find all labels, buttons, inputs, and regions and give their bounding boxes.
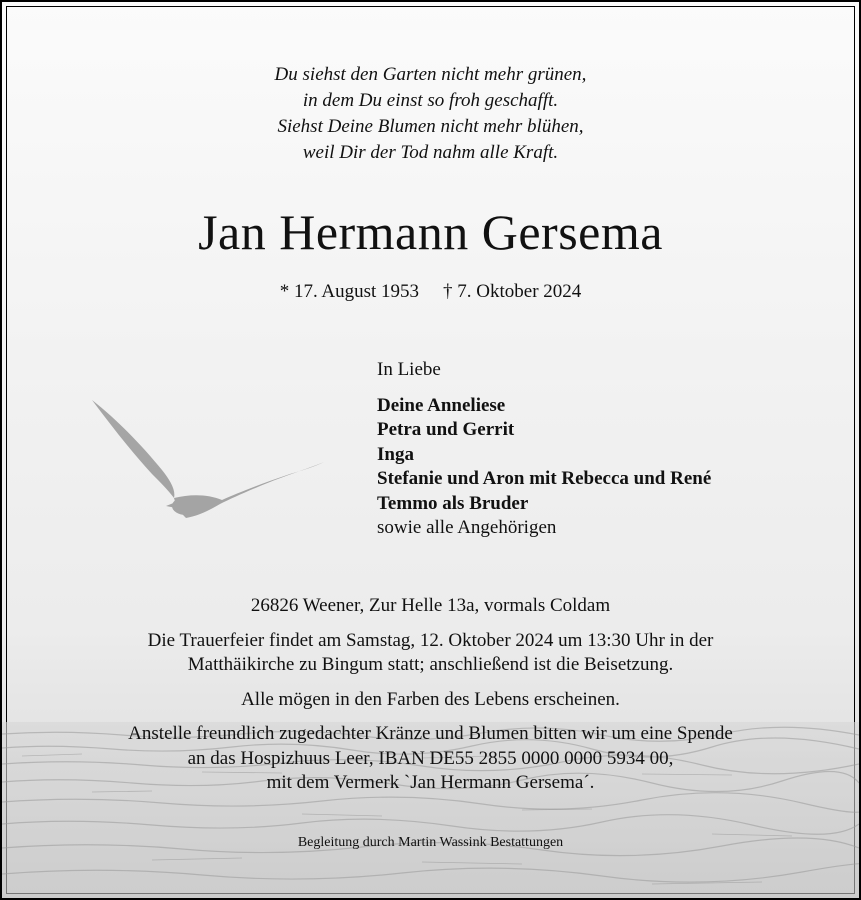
mourner-name: Inga [377,443,414,465]
mourner-name: Stefanie und Aron mit Rebecca und René [377,468,712,489]
death-date: † 7. Oktober 2024 [443,281,582,302]
donation-info [2,722,859,796]
mourners-others: sowie alle Angehörigen [377,517,557,538]
memorial-poem [2,62,859,166]
funeral-line: Matthäikirche zu Bingum statt; anschließend ist die Beisetzung. [187,654,674,675]
seagull-icon [90,394,330,534]
dress-note: Alle mögen in den Farben des Lebens erscheinen. [241,688,620,710]
poem-line: weil Dir der Tod nahm alle Kraft. [302,142,559,163]
poem-line: in dem Du einst so froh geschafft. [302,90,559,111]
donation-line: mit dem Vermerk `Jan Hermann Gersema´. [266,772,595,793]
undertaker-credit: Begleitung durch Martin Wassink Bestattungen [297,835,564,850]
mourner-name: Deine Anneliese [377,394,506,416]
poem-line: Du siehst den Garten nicht mehr grünen, [274,64,587,85]
funeral-line: Die Trauerfeier findet am Samstag, 12. Oktober 2024 um 13:30 Uhr in der [147,629,714,651]
mourners-intro: In Liebe [377,359,441,380]
birth-date: * 17. August 1953 [279,281,420,302]
poem-line: Siehst Deine Blumen nicht mehr blühen, [277,116,584,137]
mourners-list [377,358,711,541]
mourner-name: Temmo als Bruder [377,492,529,514]
mourner-name: Petra und Gerrit [377,419,515,440]
funeral-info [2,629,859,678]
address: 26826 Weener, Zur Helle 13a, vormals Coldam [250,595,611,616]
life-dates [2,280,859,304]
donation-line: Anstelle freundlich zugedachter Kränze und Blumen bitten wir um eine Spende [128,723,733,744]
donation-line: an das Hospizhuus Leer, IBAN DE55 2855 0000 0000 5934 00, [187,747,674,769]
funeral-details [2,594,859,806]
deceased-name: Jan Hermann Gersema [198,204,663,260]
